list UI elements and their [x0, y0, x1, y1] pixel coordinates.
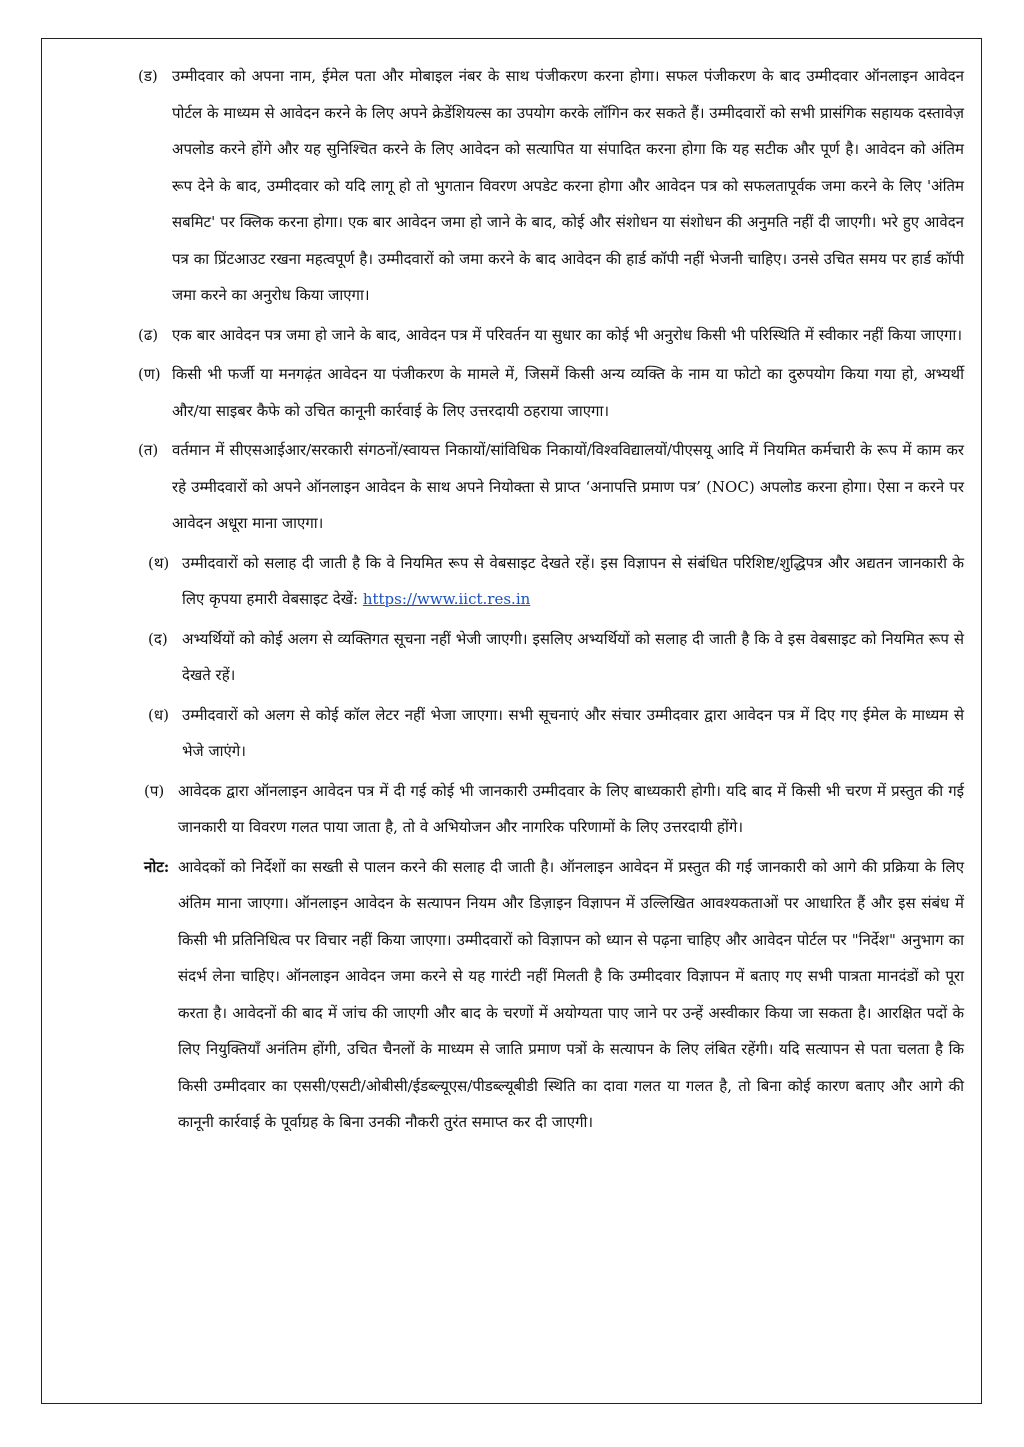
document-body [138, 58, 964, 1141]
note-label: नोट: [144, 857, 170, 876]
item-marker: (ण) [138, 365, 161, 383]
item-text: उम्मीदवार को अपना नाम, ईमेल पता और मोबाइल नंबर के साथ पंजीकरण करना होगा। सफल पंजीकरण के बाद उम्मीदवार ऑनलाइन आवेदन पोर्टल के माध्यम से आवेदन करने के लिए अपने क्रेडेंशियल्स का उपयोग करके लॉगिन कर सकते हैं। उम्मीदवारों को सभी प्रासंगिक सहायक दस्तावेज़ अपलोड करने होंगे और यह सुनिश्चित करने के लिए आवेदन को सत्यापित या संपादित करना होगा कि यह सटीक और पूर्ण है। आवेदन को अंतिम रूप देने के बाद, उम्मीदवार को यदि लागू हो तो भुगतान विवरण अपडेट करना होगा और आवेदन पत्र को सफलतापूर्वक जमा करने के लिए 'अंतिम सबमिट' पर क्लिक करना होगा। एक बार आवेदन जमा हो जाने के बाद, कोई और संशोधन या संशोधन की अनुमति नहीं दी जाएगी। भरे हुए आवेदन पत्र का प्रिंटआउट रखना महत्वपूर्ण है। उम्मीदवारों को जमा करने के बाद आवेदन की हार्ड कॉपी नहीं भेजनी चाहिए। उनसे उचित समय पर हार्ड कॉपी जमा करने का अनुरोध किया जाएगा। [172, 67, 964, 304]
item-marker: (द) [148, 629, 168, 648]
list-item [138, 58, 964, 314]
item-marker: (त) [138, 441, 159, 459]
item-marker: (प) [144, 781, 165, 800]
item-marker: (थ) [148, 553, 170, 572]
item-text: आवेदक द्वारा ऑनलाइन आवेदन पत्र में दी गई कोई भी जानकारी उम्मीदवार के लिए बाध्यकारी होगी। यदि बाद में किसी भी चरण में प्रस्तुत की गई जानकारी या विवरण गलत पाया जाता है, तो वे अभियोजन और नागरिक परिणामों के लिए उत्तरदायी होंगे। [178, 781, 964, 836]
list-item [138, 432, 964, 542]
note-paragraph [138, 849, 964, 1141]
item-text: अभ्यर्थियों को कोई अलग से व्यक्तिगत सूचना नहीं भेजी जाएगी। इसलिए अभ्यर्थियों को सलाह दी जाती है कि वे इस वेबसाइट को नियमित रूप से देखते रहें। [182, 629, 964, 684]
item-text: किसी भी फर्जी या मनगढ़ंत आवेदन या पंजीकरण के मामले में, जिसमें किसी अन्य व्यक्ति के नाम या फोटो का दुरुपयोग किया गया हो, अभ्यर्थी और/या साइबर कैफे को उचित कानूनी कार्रवाई के लिए उत्तरदायी ठहराया जाएगा। [172, 365, 964, 420]
item-marker: (ड) [138, 67, 158, 85]
list-item [144, 773, 964, 846]
item-marker: (ढ) [138, 325, 159, 344]
list-item [138, 317, 964, 354]
item-marker: (ध) [148, 705, 169, 724]
list-item [148, 621, 964, 694]
note-text: आवेदकों को निर्देशों का सख्ती से पालन करने की सलाह दी जाती है। ऑनलाइन आवेदन में प्रस्तुत की गई जानकारी को आगे की प्रक्रिया के लिए अंतिम माना जाएगा। ऑनलाइन आवेदन के सत्यापन नियम और डिज़ाइन विज्ञापन में उल्लिखित आवश्यकताओं पर आधारित हैं और इस संबंध में किसी भी प्रतिनिधित्व पर विचार नहीं किया जाएगा। उम्मीदवारों को विज्ञापन को ध्यान से पढ़ना चाहिए और आवेदन पोर्टल पर "निर्देश" अनुभाग का संदर्भ लेना चाहिए। ऑनलाइन आवेदन जमा करने से यह गारंटी नहीं मिलती है कि उम्मीदवार विज्ञापन में बताए गए सभी पात्रता मानदंडों को पूरा करता है। आवेदनों की बाद में जांच की जाएगी और बाद के चरणों में अयोग्यता पाए जाने पर उन्हें अस्वीकार किया जा सकता है। आरक्षित पदों के लिए नियुक्तियाँ अनंतिम होंगी, उचित चैनलों के माध्यम से जाति प्रमाण पत्रों के सत्यापन के लिए लंबित रहेंगी। यदि सत्यापन से पता चलता है कि किसी उम्मीदवार का एससी/एसटी/ओबीसी/ईडब्ल्यूएस/पीडब्ल्यूबीडी स्थिति का दावा गलत या गलत है, तो बिना कोई कारण बताए और आगे की कानूनी कार्रवाई के पूर्वाग्रह के बिना उनकी नौकरी तुरंत समाप्त कर दी जाएगी। [178, 857, 964, 1131]
website-link[interactable]: https://www.iict.res.in [362, 590, 531, 608]
item-text: उम्मीदवारों को सलाह दी जाती है कि वे नियमित रूप से वेबसाइट देखते रहें। इस विज्ञापन से संबंधित परिशिष्ट/शुद्धिपत्र और अद्यतन जानकारी के लिए कृपया हमारी वेबसाइट देखें: [182, 553, 964, 608]
item-text: एक बार आवेदन पत्र जमा हो जाने के बाद, आवेदन पत्र में परिवर्तन या सुधार का कोई भी अनुरोध किसी भी परिस्थिति में स्वीकार नहीं किया जाएगा। [172, 325, 963, 344]
list-item [138, 356, 964, 429]
item-text: उम्मीदवारों को अलग से कोई कॉल लेटर नहीं भेजा जाएगा। सभी सूचनाएं और संचार उम्मीदवार द्वारा आवेदन पत्र में दिए गए ईमेल के माध्यम से भेजे जाएंगे। [182, 705, 964, 760]
list-item [148, 697, 964, 770]
item-text: वर्तमान में सीएसआईआर/सरकारी संगठनों/स्वायत्त निकायों/सांविधिक निकायों/विश्वविद्यालयों/पीएसयू आदि में नियमित कर्मचारी के रूप में काम कर रहे उम्मीदवारों को अपने ऑनलाइन आवेदन के साथ अपने नियोक्ता से प्राप्त ‘अनापत्ति प्रमाण पत्र’ (NOC) अपलोड करना होगा। ऐसा न करने पर आवेदन अधूरा माना जाएगा। [172, 441, 964, 532]
list-item [148, 545, 964, 618]
